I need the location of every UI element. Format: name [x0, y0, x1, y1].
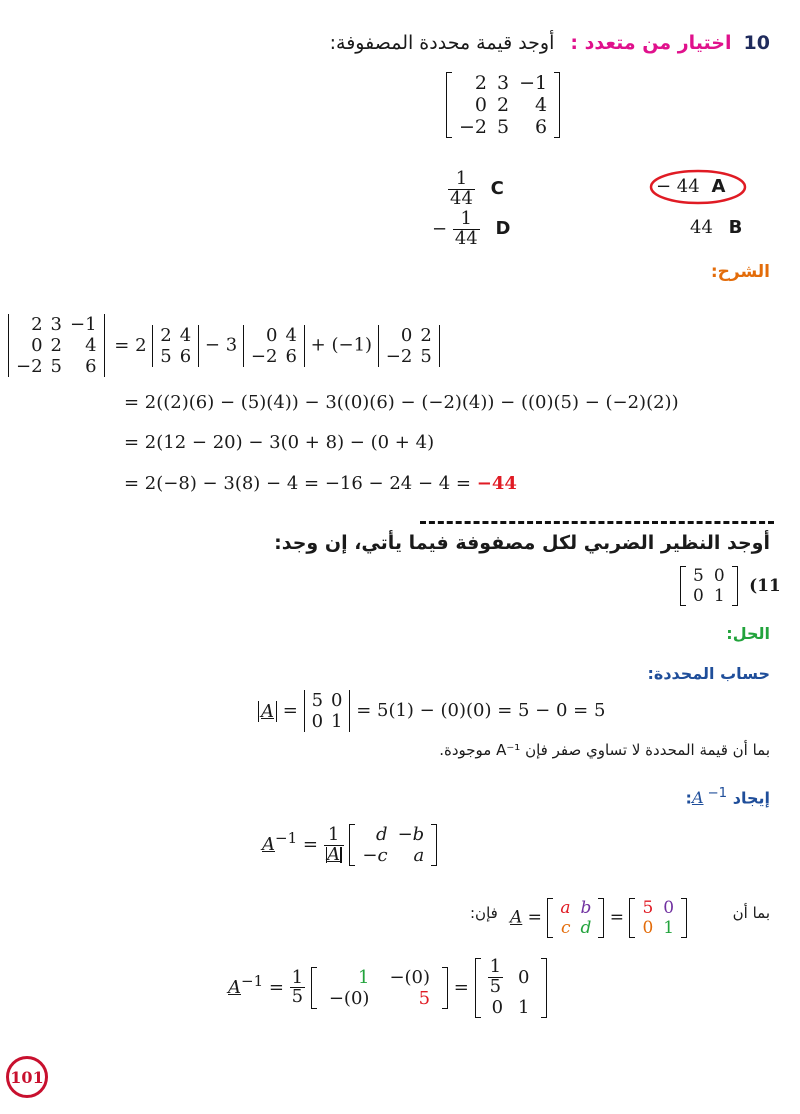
option-c[interactable]: $\frac{1}{44}$ C	[450, 168, 504, 209]
minor-1: 2 4 5 6	[152, 325, 199, 367]
q10-number: 10	[743, 32, 770, 54]
page-number: 101	[10, 1067, 44, 1087]
answer-circle	[648, 168, 748, 206]
solution-label: الحل:	[726, 624, 770, 643]
inverse-formula: $A^{-1}$ = $\frac{1}{A}$ d −b −c a	[262, 824, 437, 866]
q10-tag: اختيار من متعدد :	[570, 32, 732, 54]
q11-matrix: 5 0 0 1	[680, 566, 738, 606]
option-d[interactable]: − $\frac{1}{44}$ D	[432, 208, 511, 249]
find-inverse-label: إيجاد A $^{-1}$:	[685, 786, 770, 808]
page-number-badge	[6, 1056, 48, 1098]
expansion-line-4: = 2(−8) − 3(8) − 4 = −16 − 24 − 4 = −44	[124, 473, 517, 494]
minor-3: 0 2 −2 5	[378, 325, 440, 367]
option-a[interactable]: − 44 A	[656, 176, 726, 197]
expansion-line-3: = 2(12 − 20) − 3(0 + 8) − (0 + 4)	[124, 432, 435, 453]
q11-intro: أوجد النظير الضربي لكل مصفوفة فيما يأتي، إن وجد:	[274, 532, 770, 554]
final-answer: −44	[476, 473, 517, 494]
option-b[interactable]: 44 B	[690, 217, 743, 238]
q11-problem: 5 0 0 1 (11	[680, 566, 781, 606]
since-text: بما أن	[732, 904, 770, 922]
expansion-line-1: 2 3 −1 0 2 4 −2 5 6 = 2 2 4 5 6 − 3 0 4 −2 6 + (−1) 0 2 −2 5	[8, 314, 440, 377]
separator	[420, 521, 774, 524]
expansion-line-2: = 2((2)(6) − (5)(4)) − 3((0)(6) − (−2)(4)) − ((0)(5) − (−2)(2))	[124, 392, 679, 413]
explanation-label: الشرح:	[710, 262, 770, 282]
det-note: بما أن قيمة المحددة لا تساوي صفر فإن A⁻¹ موجودة.	[439, 741, 770, 759]
q10-prompt: أوجد قيمة محددة المصفوفة:	[329, 32, 555, 54]
then-text: فإن:	[470, 904, 498, 922]
q10-matrix: 2 3 −1 0 2 4 −2 5 6	[446, 72, 560, 138]
det-calc: A = 5 0 0 1 = 5(1) − (0)(0) = 5 − 0 = 5	[258, 690, 605, 732]
q10-header	[330, 32, 770, 54]
det-label: حساب المحددة:	[647, 664, 770, 683]
inverse-result: $A^{-1}$ = $\frac{1}{5}$ 1 −(0) −(0) 5 = $\frac{1}{5}$ 0 0 1	[228, 958, 547, 1018]
det-matrix: 2 3 −1 0 2 4 −2 5 6	[8, 314, 105, 377]
since-line: A = a b c d = 5 0 0 1	[510, 898, 687, 938]
minor-2: 0 4 −2 6	[243, 325, 305, 367]
